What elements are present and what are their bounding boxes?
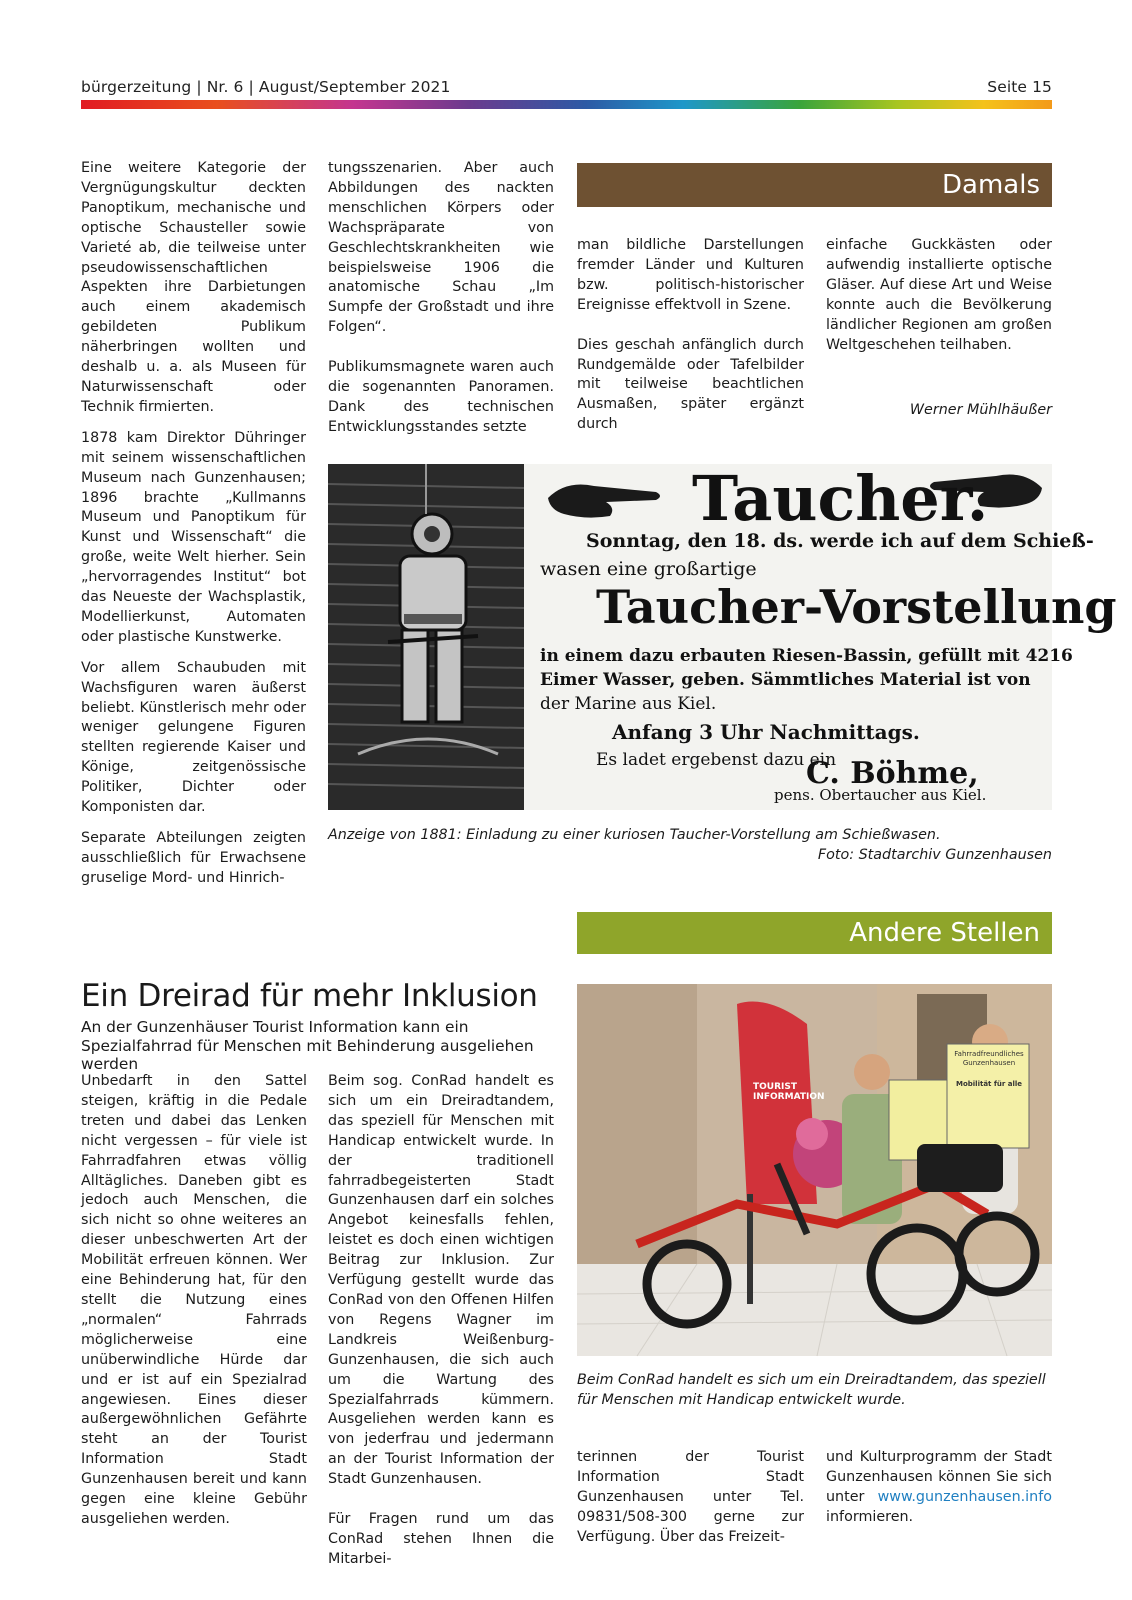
poster-subtitle: Mobilität für alle — [955, 1080, 1023, 1088]
paragraph: Separate Abteilungen zeigten ausschließlich für Erwachsene gruselige Mord- und Hinrich- — [81, 830, 306, 886]
photo-caption: Beim ConRad handelt es sich um ein Dreiradtandem, das speziell für Menschen mit Handicap entwickelt wurde. — [577, 1372, 1046, 1408]
ad-line: pens. Obertaucher aus Kiel. — [774, 786, 987, 804]
ad-signature: C. Böhme, — [806, 756, 979, 791]
damals-column-3 — [577, 236, 804, 435]
andere-column-1 — [81, 1072, 307, 1530]
ad-line: wasen eine großartige — [540, 558, 757, 580]
page-header-title: bürgerzeitung | Nr. 6 | August/September 2021 — [81, 78, 451, 96]
historic-advertisement — [328, 462, 1117, 810]
paragraph: 1878 kam Direktor Dühringer mit seinem wissenschaftlichen Museum nach Gunzenhausen; 1896 brachte „Kullmanns Museum und Panoptikum für Kunst und Wissenschaft“ die große, weite Welt hierher. Sein „hervorragendes Institut“ bot das Neueste der Wachsplastik, Modellierkunst, Automaten oder plastische Kunstwerke. — [81, 429, 306, 645]
ad-line: Es ladet ergebenst dazu ein — [596, 750, 837, 770]
website-link[interactable]: www.gunzenhausen.info — [877, 1488, 1052, 1505]
paragraph: Publikumsmagnete waren auch die sogenannten Panoramen. Dank des technischen Entwicklungsstandes setzte — [328, 359, 554, 435]
header-rainbow-rule — [81, 100, 1052, 109]
article-subheadline: An der Gunzenhäuser Tourist Information kann ein Spezialfahrrad für Menschen mit Behinderung ausgeliehen werden — [81, 1018, 534, 1073]
ad-line: der Marine aus Kiel. — [540, 694, 717, 714]
section-bar-andere-stellen — [577, 912, 1052, 954]
damals-column-1 — [81, 159, 306, 889]
paragraph: Beim sog. ConRad handelt es sich um ein Dreiradtandem, das speziell für Menschen mit Handicap entwickelt wurde. In der traditionell fahrradbegeisterten Stadt Gunzenhausen darf ein solches Angebot keinesfalls fehlen, leistet es doch einen wichtigen Beitrag zur Inklusion. Zur Verfügung gestellt wurde das ConRad von den Offenen Hilfen von Regens Wagner im Landkreis Weißenburg-Gunzenhausen, die sich auch um die Wartung des Spezialfahrrads kümmern. Ausgeliehen werden kann es von jederfrau und jedermann an der Tourist Information der Stadt Gunzenhausen. — [328, 1073, 554, 1488]
poster-title: Fahrradfreundliches Gunzenhausen — [954, 1050, 1024, 1067]
paragraph-text: und Kulturprogramm der Stadt Gunzenhausen können Sie sich unter — [826, 1449, 1052, 1505]
author-byline: Werner Mühlhäußer — [909, 402, 1052, 418]
ad-line: Eimer Wasser, geben. Sämmtliches Material ist von — [540, 670, 1031, 690]
paragraph: terinnen der Tourist Information Stadt Gunzenhausen unter Tel. 09831/508-300 gerne zur Verfügung. Über das Freizeit- — [577, 1449, 804, 1545]
paragraph: tungsszenarien. Aber auch Abbildungen des nackten menschlichen Körpers oder Wachspräparate von Geschlechtskrankheiten wie beispielsweise 1906 die anatomische Schau „Im Sumpfe der Großstadt und ihre Folgen“. — [328, 160, 554, 336]
conrad-tricycle-photo — [577, 984, 1052, 1356]
andere-column-3 — [577, 1448, 804, 1548]
paragraph: Für Fragen rund um das ConRad stehen Ihnen die Mitarbei- — [328, 1511, 554, 1567]
damals-column-4 — [826, 236, 1052, 355]
ad-title: Taucher. — [692, 462, 989, 535]
damals-column-2 — [328, 159, 554, 438]
ad-headline: Taucher-Vorstellung — [596, 580, 1117, 634]
paragraph: Dies geschah anfänglich durch Rundgemälde oder Tafelbilder mit teilweise beachtlichen Ausmaßen, später ergänzt durch — [577, 336, 804, 433]
andere-column-4 — [826, 1448, 1052, 1528]
paragraph: Eine weitere Kategorie der Vergnügungskultur deckten Panoptikum, mechanische und optische Schausteller sowie Varieté ab, die teilweise unter pseudowissenschaftlichen Aspekten ihre Darbietungen auch einem akademisch gebildeten Publikum näherbringen wollten und deshalb u. a. als Museen für Naturwissenschaft oder Technik firmierten. — [81, 160, 306, 415]
paragraph: man bildliche Darstellungen fremder Länder und Kulturen bzw. politisch-historischer Ereignisse effektvoll in Szene. — [577, 237, 804, 313]
ad-caption: Anzeige von 1881: Einladung zu einer kuriosen Taucher-Vorstellung am Schießwasen. — [328, 827, 941, 843]
ad-line: Sonntag, den 18. ds. werde ich auf dem Schieß- — [586, 530, 1094, 552]
section-label: Damals — [942, 170, 1040, 200]
paragraph — [826, 1448, 1052, 1528]
tourist-info-sign: TOURIST INFORMATION — [753, 1082, 825, 1102]
page-number: Seite 15 — [987, 78, 1052, 96]
ad-line: Anfang 3 Uhr Nachmittags. — [612, 720, 920, 744]
andere-column-2 — [328, 1072, 554, 1570]
pointing-hand-icon — [546, 476, 664, 522]
section-bar-damals — [577, 163, 1052, 207]
paragraph: Unbedarft in den Sattel steigen, kräftig in die Pedale treten und dabei das Lenken nicht vergessen – für viele ist Fahrradfahren etwas völlig Alltägliches. Daneben gibt es jedoch auch Menschen, die sich nicht so ohne weiteres an dieser unbeschwerten Art der Mobilität erfreuen können. Wer eine Behinderung hat, für den stellt die Nutzung eines „normalen“ Fahrrads möglicherweise eine unüberwindliche Hürde dar und er ist auf ein Spezialrad angewiesen. Eines dieser außergewöhnlichen Gefährte steht an der Tourist Information Stadt Gunzenhausen bereit und kann gegen eine kleine Gebühr ausgeliehen werden. — [81, 1073, 307, 1527]
paragraph: einfache Guckkästen oder aufwendig installierte optische Gläser. Auf diese Art und Weise konnte auch die Bevölkerung ländlicher Regionen am großen Weltgeschehen teilhaben. — [826, 237, 1052, 353]
paragraph-text: informieren. — [826, 1508, 914, 1525]
section-label: Andere Stellen — [849, 918, 1040, 948]
photo-credit: Foto: Stadtarchiv Gunzenhausen — [817, 847, 1052, 863]
article-headline: Ein Dreirad für mehr Inklusion — [81, 978, 538, 1014]
ad-line: in einem dazu erbauten Riesen-Bassin, gefüllt mit 4216 — [540, 646, 1073, 666]
paragraph: Vor allem Schaubuden mit Wachsfiguren waren äußerst beliebt. Künstlerisch mehr oder weniger gelungene Figuren stellten regierende Kaiser und Könige, zeitgenössische Politiker, Dichter oder Komponisten dar. — [81, 659, 306, 816]
diver-woodcut-illustration — [328, 464, 524, 810]
